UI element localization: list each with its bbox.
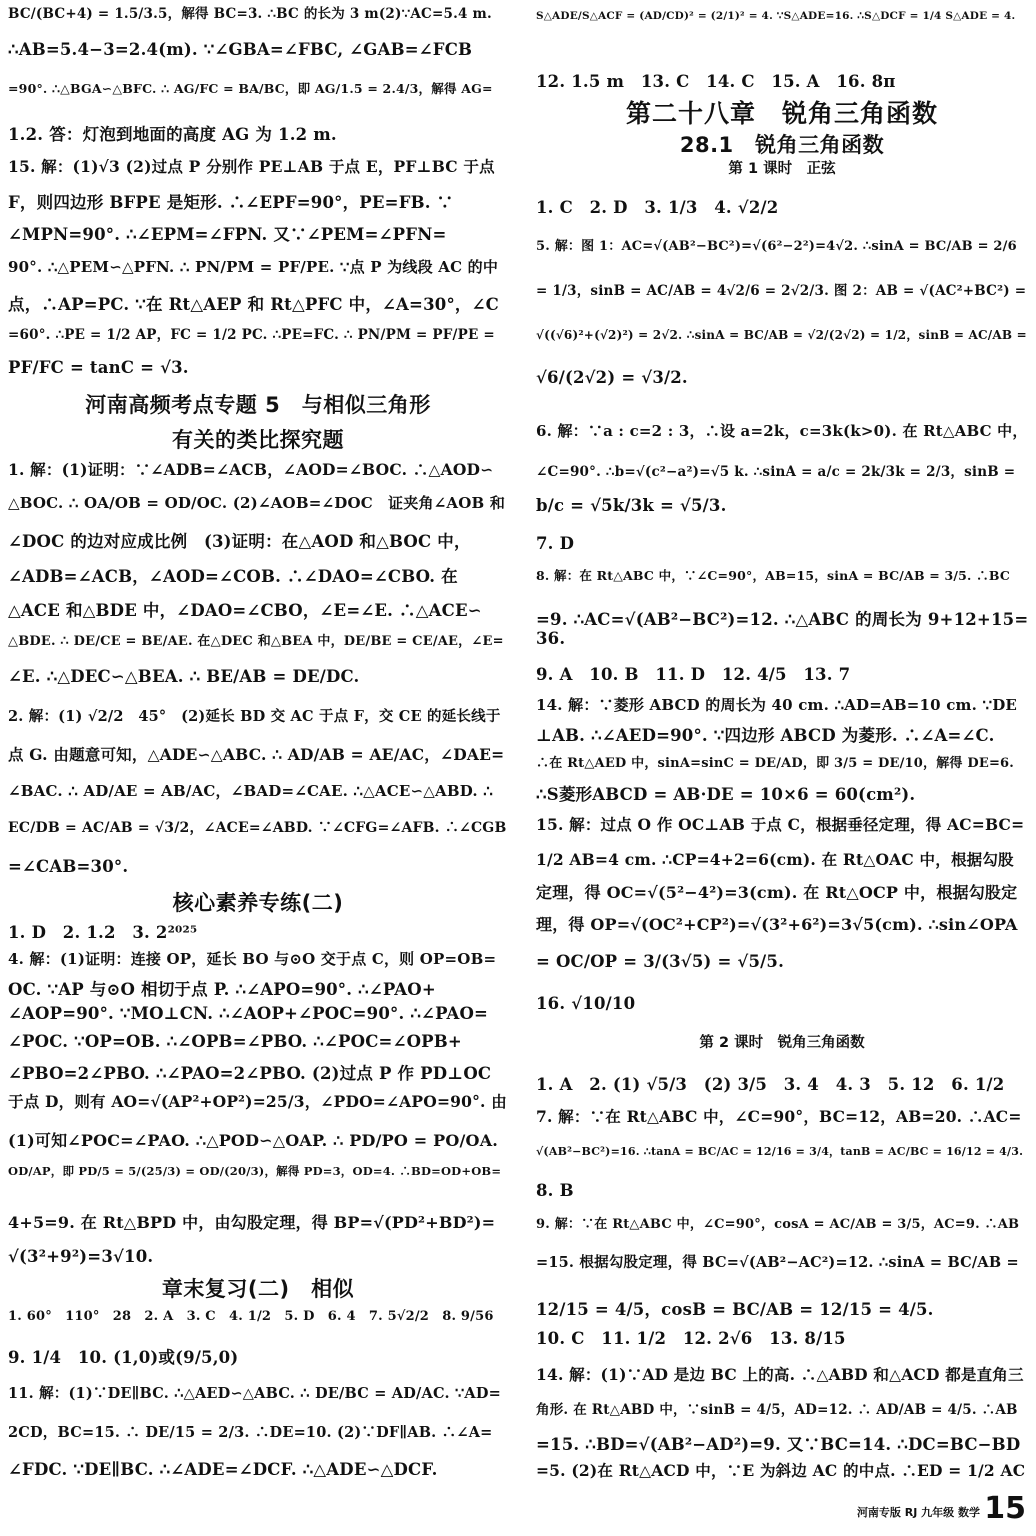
answer-line: 1. C 2. D 3. 1/3 4. √2/2 bbox=[536, 198, 779, 217]
answer-line: =60°. ∴PE = 1/2 AP，FC = 1/2 PC. ∴PE=FC. ∴ PN/PM = PF/PE = bbox=[8, 327, 495, 343]
answer-line: ∴S菱形ABCD = AB·DE = 10×6 = 60(cm²). bbox=[536, 785, 916, 804]
answer-line: 9. A 10. B 11. D 12. 4/5 13. 7 bbox=[536, 665, 851, 684]
answer-line: 2. 解：(1) √2/2 45° (2)延长 BD 交 AC 于点 F，交 CE 的延长线于 bbox=[8, 708, 501, 725]
answer-line: = 1/3，sinB = AC/AB = 4√2/6 = 2√2/3. 图 2：AB = √(AC²+BC²) = bbox=[536, 283, 1027, 299]
answer-line: 定理，得 OC=√(5²−4²)=3(cm). 在 Rt△OCP 中，根据勾股定 bbox=[536, 883, 1018, 902]
answer-line: 7. 解：∵在 Rt△ABC 中，∠C=90°，BC=12，AB=20. ∴AC= bbox=[536, 1107, 1022, 1126]
answer-line: 16. √10/10 bbox=[536, 994, 636, 1013]
answer-line: OD/AP，即 PD/5 = 5/(25/3) = OD/(20/3)，解得 PD=3，OD=4. ∴BD=OD+OB= bbox=[8, 1164, 502, 1178]
answer-line: 15. 解：过点 O 作 OC⊥AB 于点 C，根据垂径定理，得 AC=BC= bbox=[536, 815, 1025, 834]
answer-line: √(3²+9²)=3√10. bbox=[8, 1247, 154, 1266]
answer-line: 点，∴AP=PC. ∵在 Rt△AEP 和 Rt△PFC 中，∠A=30°，∠C bbox=[8, 295, 499, 314]
answer-line: ⊥AB. ∴∠AED=90°. ∵四边形 ABCD 为菱形. ∴∠A=∠C. bbox=[536, 726, 995, 745]
answer-line: =5. (2)在 Rt△ACD 中，∵E 为斜边 AC 的中点. ∴ED = 1/2 AC bbox=[536, 1461, 1026, 1480]
section-heading: 第 2 课时 锐角三角函数 bbox=[699, 1035, 865, 1051]
answer-line: 12. 1.5 m 13. C 14. C 15. A 16. 8π bbox=[536, 72, 896, 91]
answer-line: =90°. ∴△BGA∽△BFC. ∴ AG/FC = BA/BC，即 AG/1.5 = 2.4/3，解得 AG= bbox=[8, 81, 493, 96]
answer-line: 1. 60° 110° 28 2. A 3. C 4. 1/2 5. D 6. 4 7. 5√2/2 8. 9/56 bbox=[8, 1309, 494, 1324]
answer-line: 理，得 OP=√(OC²+CP²)=√(3²+6²)=3√5(cm). ∴sin∠OPA bbox=[536, 915, 1018, 934]
answer-line: 36. bbox=[536, 629, 566, 648]
answer-line: 14. 解：∵菱形 ABCD 的周长为 40 cm. ∴AD=AB=10 cm. ∵DE bbox=[536, 696, 1018, 714]
answer-line: 1/2 AB=4 cm. ∴CP=4+2=6(cm). 在 Rt△OAC 中，根据勾股 bbox=[536, 850, 1014, 869]
section-heading: 章末复习(二) 相似 bbox=[161, 1277, 355, 1301]
answer-line: =15. 根据勾股定理，得 BC=√(AB²−AC²)=12. ∴sinA = BC/AB = bbox=[536, 1254, 1019, 1271]
answer-line: 1. A 2. (1) √5/3 (2) 3/5 3. 4 4. 3 5. 12 6. 1/2 bbox=[536, 1075, 1005, 1094]
answer-line: 1. D 2. 1.2 3. 2²⁰²⁵ bbox=[8, 923, 198, 942]
answer-line: 角形. 在 Rt△ABD 中，∵sinB = 4/5，AD=12. ∴ AD/AB = 4/5. ∴AB bbox=[536, 1402, 1018, 1418]
answer-line: 2CD，BC=15. ∴ DE/15 = 2/3. ∴DE=10. (2)∵DF∥AB. ∴∠A= bbox=[8, 1424, 493, 1441]
answer-line: EC/DB = AC/AB = √3/2，∠ACE=∠ABD. ∵∠CFG=∠AFB. ∴∠CGB bbox=[8, 820, 507, 836]
answer-line: 点 G. 由题意可知，△ADE∽△ABC. ∴ AD/AB = AE/AC，∠DAE= bbox=[8, 745, 505, 764]
answer-line: 14. 解：(1)∵AD 是边 BC 上的高. ∴△ABD 和△ACD 都是直角三 bbox=[536, 1365, 1024, 1384]
section-heading: 28.1 锐角三角函数 bbox=[679, 133, 885, 157]
answer-line: =∠CAB=30°. bbox=[8, 857, 129, 876]
answer-line: 11. 解：(1)∵DE∥BC. ∴△AED∽△ABC. ∴ DE/BC = AD/AC. ∵AD= bbox=[8, 1385, 501, 1402]
footer-text: 河南专版 RJ 九年级 数学 bbox=[856, 1506, 980, 1519]
answer-line: √6/(2√2) = √3/2. bbox=[536, 368, 688, 387]
answer-line: △BDE. ∴ DE/CE = BE/AE. 在△DEC 和△BEA 中，DE/BE = CE/AE，∠E= bbox=[8, 634, 504, 649]
answer-line: 6. 解：∵a : c=2 : 3，∴设 a=2k，c=3k(k>0). 在 Rt△ABC 中， bbox=[536, 422, 1028, 440]
section-heading: 河南高频考点专题 5 与相似三角形 bbox=[85, 393, 431, 417]
answer-line: 1. 解：(1)证明：∵∠ADB=∠ACB，∠AOD=∠BOC. ∴△AOD∽ bbox=[8, 460, 494, 479]
answer-line: ∠FDC. ∵DE∥BC. ∴∠ADE=∠DCF. ∴△ADE∽△DCF. bbox=[8, 1460, 438, 1479]
section-heading: 有关的类比探究题 bbox=[172, 428, 344, 452]
answer-line: √(AB²−BC²)=16. ∴tanA = BC/AC = 12/16 = 3/4，tanB = AC/BC = 16/12 = 4/3. bbox=[536, 1145, 1024, 1158]
answer-line: 4. 解：(1)证明：连接 OP，延长 BO 与⊙O 交于点 C，则 OP=OB= bbox=[8, 950, 497, 968]
answer-line: 7. D bbox=[536, 534, 575, 553]
answer-line: ∠DOC 的边对应成比例 (3)证明：在△AOD 和△BOC 中， bbox=[8, 532, 471, 551]
answer-line: 9. 解：∵在 Rt△ABC 中，∠C=90°，cosA = AC/AB = 3/5，AC=9. ∴AB bbox=[536, 1217, 1020, 1232]
answer-line: 5. 解：图 1：AC=√(AB²−BC²)=√(6²−2²)=4√2. ∴sinA = BC/AB = 2/6 bbox=[536, 239, 1017, 254]
answer-line: 于点 D，则有 AO=√(AP²+OP²)=25/3，∠PDO=∠APO=90°. 由 bbox=[8, 1092, 507, 1111]
answer-line: BC/(BC+4) = 1.5/3.5，解得 BC=3. ∴BC 的长为 3 m(2)∵AC=5.4 m. bbox=[8, 6, 492, 22]
answer-line: F，则四边形 BFPE 是矩形. ∴∠EPF=90°，PE=FB. ∵ bbox=[8, 193, 454, 212]
answer-line: ∴在 Rt△AED 中，sinA=sinC = DE/AD，即 3/5 = DE/10，解得 DE=6. bbox=[536, 756, 1015, 771]
answer-line: 1.2. 答：灯泡到地面的高度 AG 为 1.2 m. bbox=[8, 125, 337, 144]
answer-line: b/c = √5k/3k = √5/3. bbox=[536, 496, 727, 515]
answer-line: (1)可知∠POC=∠PAO. ∴△POD∽△OAP. ∴ PD/PO = PO/OA. bbox=[8, 1131, 499, 1150]
page-number: 15 bbox=[984, 1491, 1026, 1526]
answer-line: 4+5=9. 在 Rt△BPD 中，由勾股定理，得 BP=√(PD²+BD²)= bbox=[8, 1213, 496, 1232]
answer-line: 12/15 = 4/5，cosB = BC/AB = 12/15 = 4/5. bbox=[536, 1300, 934, 1319]
section-heading: 第二十八章 锐角三角函数 bbox=[625, 99, 938, 128]
answer-line: 10. C 11. 1/2 12. 2√6 13. 8/15 bbox=[536, 1329, 846, 1348]
answer-line: OC. ∵AP 与⊙O 相切于点 P. ∴∠APO=90°. ∴∠PAO+ bbox=[8, 980, 436, 999]
answer-line: S△ADE/S△ACF = (AD/CD)² = (2/1)² = 4. ∵S△ADE=16. ∴S△DCF = 1/4 S△ADE = 4. bbox=[536, 10, 1016, 22]
answer-line: =9. ∴AC=√(AB²−BC²)=12. ∴△ABC 的周长为 9+12+15= bbox=[536, 610, 1029, 629]
answer-line: ∠C=90°. ∴b=√(c²−a²)=√5 k. ∴sinA = a/c = 2k/3k = 2/3，sinB = bbox=[536, 464, 1016, 480]
answer-line: =15. ∴BD=√(AB²−AD²)=9. 又∵BC=14. ∴DC=BC−BD bbox=[536, 1435, 1021, 1454]
answer-line: ∠AOP=90°. ∵MO⊥CN. ∴∠AOP+∠POC=90°. ∴∠PAO= bbox=[8, 1004, 489, 1023]
section-heading: 核心素养专练(二) bbox=[172, 891, 344, 915]
answer-line: = OC/OP = 3/(3√5) = √5/5. bbox=[536, 952, 785, 971]
answer-line: ∴AB=5.4−3=2.4(m). ∵∠GBA=∠FBC, ∠GAB=∠FCB bbox=[8, 40, 473, 59]
answer-line: 90°. ∴△PEM∽△PFN. ∴ PN/PM = PF/PE. ∵点 P 为线段 AC 的中 bbox=[8, 258, 499, 276]
answer-line: △BOC. ∴ OA/OB = OD/OC. (2)∠AOB=∠DOC 证夹角∠AOB 和 bbox=[8, 494, 506, 512]
answer-line: ∠MPN=90°. ∴∠EPM=∠FPN. 又∵∠PEM=∠PFN= bbox=[8, 225, 447, 244]
section-heading: 第 1 课时 正弦 bbox=[728, 161, 836, 177]
answer-line: 8. 解：在 Rt△ABC 中，∵∠C=90°，AB=15，sinA = BC/AB = 3/5. ∴BC bbox=[536, 568, 1011, 583]
answer-line: PF/FC = tanC = √3. bbox=[8, 358, 189, 377]
answer-line: 15. 解：(1)√3 (2)过点 P 分别作 PE⊥AB 于点 E，PF⊥BC 于点 bbox=[8, 157, 495, 176]
answer-line: ∠POC. ∵OP=OB. ∴∠OPB=∠PBO. ∴∠POC=∠OPB+ bbox=[8, 1032, 462, 1051]
answer-line: ∠BAC. ∴ AD/AE = AB/AC，∠BAD=∠CAE. ∴△ACE∽△ABD. ∴ bbox=[8, 782, 494, 800]
answer-line: 8. B bbox=[536, 1181, 574, 1200]
answer-line: ∠E. ∴△DEC∽△BEA. ∴ BE/AB = DE/DC. bbox=[8, 667, 360, 686]
answer-line: △ACE 和△BDE 中，∠DAO=∠CBO，∠E=∠E. ∴△ACE∽ bbox=[8, 601, 482, 620]
answer-line: √((√6)²+(√2)²) = 2√2. ∴sinA = BC/AB = √2/(2√2) = 1/2，sinB = AC/AB = bbox=[536, 328, 1027, 342]
answer-line: ∠ADB=∠ACB，∠AOD=∠COB. ∴∠DAO=∠CBO. 在 bbox=[8, 567, 458, 586]
answer-line: 9. 1/4 10. (1,0)或(9/5,0) bbox=[8, 1348, 239, 1367]
answer-line: ∠PBO=2∠PBO. ∴∠PAO=2∠PBO. (2)过点 P 作 PD⊥OC bbox=[8, 1064, 492, 1083]
